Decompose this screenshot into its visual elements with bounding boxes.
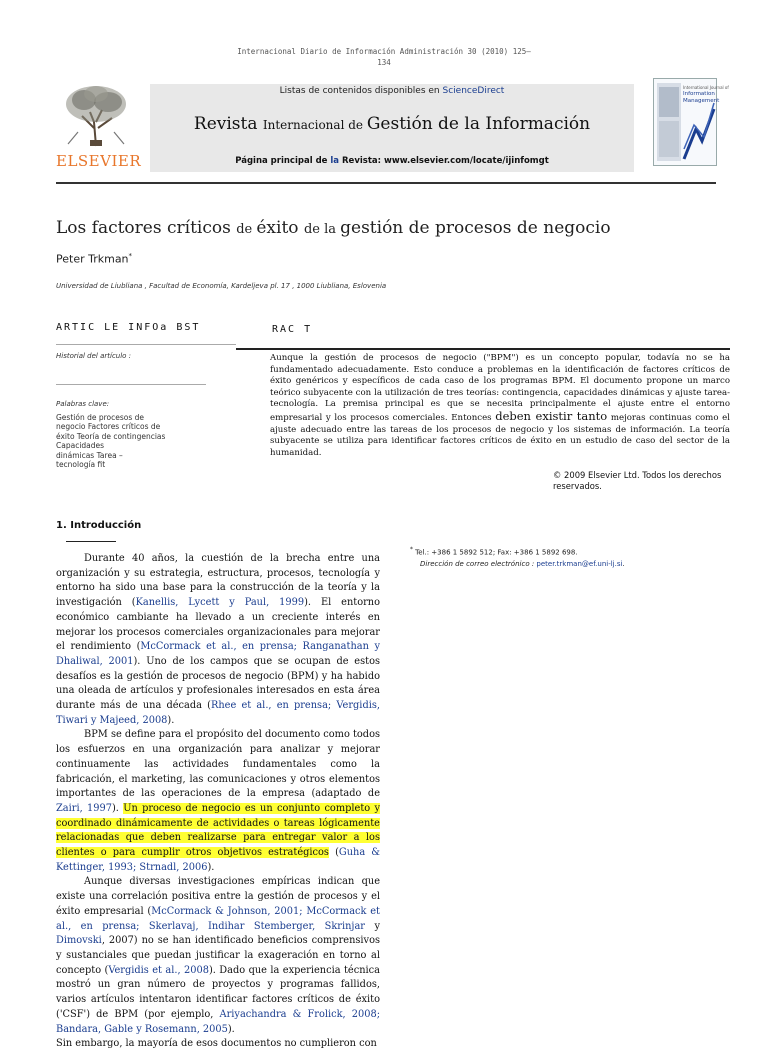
abstract-text-2: mejoras continuas como el ajuste adecuado entre las tareas de los procesos de negocio y los sistemas de información. La teoría subyacente se utiliza para identificar factores críticos de éxito en un estudio de caso del sector de la humanidad. xyxy=(270,412,730,458)
footnote-mark: * xyxy=(410,547,413,553)
author-footnote xyxy=(410,544,750,570)
text-run: , 2007) no se han identificado beneficios comprensivos y sustanciales que puedan justificar la exageración en torno al concepto ( xyxy=(56,935,380,976)
text-run: ). Uno de los campos que se ocupan de estos desafíos es la gestión de procesos de negocio (BPM) y ha habido una oleada de artículos y profesionales interesados en esta área durante más de una década ( xyxy=(56,655,380,712)
citation-link[interactable]: Rhee et al., en prensa; Vergidis, Tiwari y Majeed, 2008 xyxy=(56,700,380,726)
text-run: ). El entorno económico cambiante ha llevado a un creciente interés en mejorar los procesos comerciales organizacionales para mejorar el rendimiento ( xyxy=(56,597,381,653)
text-run: BPM se define para el propósito del documento como todos los esfuerzos en una organización para analizar y mejorar continuamente las actividades fundamentales como la fabricación, el marketing, las comunicaciones y otros elementos importantes de las operaciones de la empresa (adaptado de xyxy=(56,729,380,800)
journal-title xyxy=(150,114,634,134)
elsevier-tree-logo-icon xyxy=(60,82,132,148)
contents-prefix: Listas de contenidos disponibles en xyxy=(279,86,443,96)
elsevier-logo-text: ELSEVIER xyxy=(56,152,142,170)
citation-link[interactable]: Dimovski xyxy=(56,935,102,947)
homepage-prefix: Página principal de xyxy=(235,156,331,166)
title-part2: de xyxy=(236,222,257,237)
abstract-text-big: deben existir tanto xyxy=(495,408,608,423)
abstract-text-1: Aunque la gestión de procesos de negocio ("BPM") es un concepto popular, todavía no se ha fundamentado adecuadamente. Esto conduce a problemas en la identificación de factores críticos de éxito genéricos y específicos de cada caso de los programas BPM. El documento propone un marco teórico subyacente con la utilización de tres teorías: contingencia, capacidades dinámicas y ajuste tarea-tecnología. La premisa principal es que se necesita principalmente el ajuste entre el entorno empresarial y los procesos comerciales. Entonces xyxy=(270,353,730,423)
keywords-block xyxy=(56,400,206,470)
citation-link[interactable]: Zairi, 1997 xyxy=(56,802,112,814)
keyword-item: Gestión de procesos de xyxy=(56,412,145,422)
text-run: ). xyxy=(167,714,175,726)
abstract-rule xyxy=(236,348,730,350)
text-run: Sin embargo, la mayoría de esos documentos no cumplieron con xyxy=(56,1038,377,1050)
highlighted-definition: Un proceso de negocio es un conjunto completo y coordinado dinámicamente de actividades o tareas lógicamente relacionadas que deben realizarse para entregar valor a los clientes o para cumplir otros objetivos estratégicos xyxy=(56,802,380,859)
cover-text-3: Management xyxy=(683,98,720,104)
citation-link[interactable]: Guha & Kettinger, 1993; Strnadl, 2006 xyxy=(56,847,381,873)
homepage-la: la xyxy=(330,156,340,166)
keyword-item: Capacidades xyxy=(56,441,105,450)
intro-paragraph-3 xyxy=(56,875,380,1037)
text-run: ). xyxy=(111,802,124,814)
text-run: ). xyxy=(227,1023,235,1035)
text-run: ). xyxy=(207,861,215,873)
contents-line xyxy=(150,86,634,96)
citation-link[interactable]: Ariyachandra & Frolick, 2008; Bandara, Gable y Rosemann, 2005 xyxy=(56,1008,380,1035)
journal-citation-line2: 134 xyxy=(377,58,391,67)
intro-paragraph-1 xyxy=(56,552,380,728)
text-run: Durante 40 años, la cuestión de la brecha entre una organización y su estrategia, estructura, procesos, tecnología y entorno ha sido una base para la construcción de la teoría y la investigación ( xyxy=(56,553,380,609)
journal-citation xyxy=(0,46,768,68)
history-rule xyxy=(56,384,206,385)
text-run: ( xyxy=(328,847,339,859)
article-info-heading-text: ARTIC LE INFO xyxy=(56,322,161,333)
title-part5: gestión de procesos de negocio xyxy=(340,218,611,238)
keyword-item: tecnología fit xyxy=(56,460,106,469)
intro-heading: 1. Introducción xyxy=(56,520,142,531)
title-part4: de la xyxy=(303,222,341,237)
citation-link[interactable]: McCormack & Johnson, 2001; McCormack et al., en prensa; Skerlavaj, Indihar Stemberger, Skrinjar xyxy=(56,905,380,932)
intro-paragraph-2 xyxy=(56,728,380,875)
footnote-email-end: . xyxy=(622,560,625,569)
footnote-contact xyxy=(410,544,750,558)
citation-link[interactable]: Vergidis et al., 2008 xyxy=(108,964,209,976)
author-affiliation: Universidad de Liubliana , Facultad de Economía, Kardeljeva pl. 17 , 1000 Liubliana, Eslovenia xyxy=(56,282,387,290)
text-run: y xyxy=(365,920,380,932)
keyword-item: éxito Teoría de contingencias xyxy=(56,431,166,441)
history-label: Historial del artículo : xyxy=(56,352,132,360)
text-run: ). Dado que la experiencia técnica mostró un gran número de proyectos y programas fallidos, varios artículos intentaron identificar factores críticos de éxito ('CSF') de BPM (por ejemplo, xyxy=(56,964,380,1020)
footnote-email-label: Dirección de correo electrónico : xyxy=(420,560,537,569)
author-text: Peter Trkman xyxy=(56,252,129,266)
sciencedirect-link[interactable]: ScienceDirect xyxy=(442,86,505,96)
text-run: Aunque diversas investigaciones empíricas indican que existe una correlación positiva entre la gestión de procesos y el éxito empresarial ( xyxy=(56,876,380,917)
cover-text-1: International Journal of xyxy=(683,85,729,90)
journal-title-part3: Gestión de la Información xyxy=(366,114,591,134)
citation-link[interactable]: Kanellis, Lycett y Paul, 1999 xyxy=(135,597,305,609)
keyword-item: negocio Factores críticos de xyxy=(56,422,161,431)
abstract-heading: RAC T xyxy=(272,324,313,335)
journal-title-part1: Revista xyxy=(193,114,263,134)
keyword-item: dinámicas Tarea – xyxy=(56,450,123,460)
intro-paragraph-4 xyxy=(56,1037,380,1052)
abstract-heading-a: a BST xyxy=(160,322,201,333)
title-part3: éxito xyxy=(256,218,304,238)
author-footnote-mark[interactable]: * xyxy=(128,252,133,260)
paper-title xyxy=(56,218,611,238)
article-info-rule xyxy=(56,344,236,345)
copyright-notice: © 2009 Elsevier Ltd. Todos los derechos reservados. xyxy=(553,470,722,491)
citation-link[interactable]: McCormack et al., en prensa; Ranganathan y Dhaliwal, 2001 xyxy=(56,641,380,667)
author-name xyxy=(56,252,132,266)
journal-title-part2: Internacional de xyxy=(262,118,367,132)
journal-citation-line1: Internacional Diario de Información Administración 30 (2010) 125– xyxy=(237,47,531,56)
homepage-url[interactable]: Revista: www.elsevier.com/locate/ijinfomgt xyxy=(339,156,549,166)
abstract-text xyxy=(270,353,730,459)
footnote-phone: Tel.: +386 1 5892 512; Fax: +386 1 5892 698. xyxy=(412,548,578,557)
footnote-email-link[interactable]: peter.trkman@ef.uni-lj.si xyxy=(536,560,623,569)
header-divider xyxy=(56,182,716,184)
cover-title xyxy=(683,84,729,105)
footnote-email-line xyxy=(410,558,750,570)
journal-homepage xyxy=(150,156,634,166)
intro-body xyxy=(56,552,380,1052)
intro-heading-rule xyxy=(66,541,116,542)
title-part1: Los factores críticos xyxy=(56,218,237,238)
article-info-heading xyxy=(56,322,200,333)
cover-text-2: Information xyxy=(683,91,715,97)
keywords-label: Palabras clave: xyxy=(56,400,110,408)
